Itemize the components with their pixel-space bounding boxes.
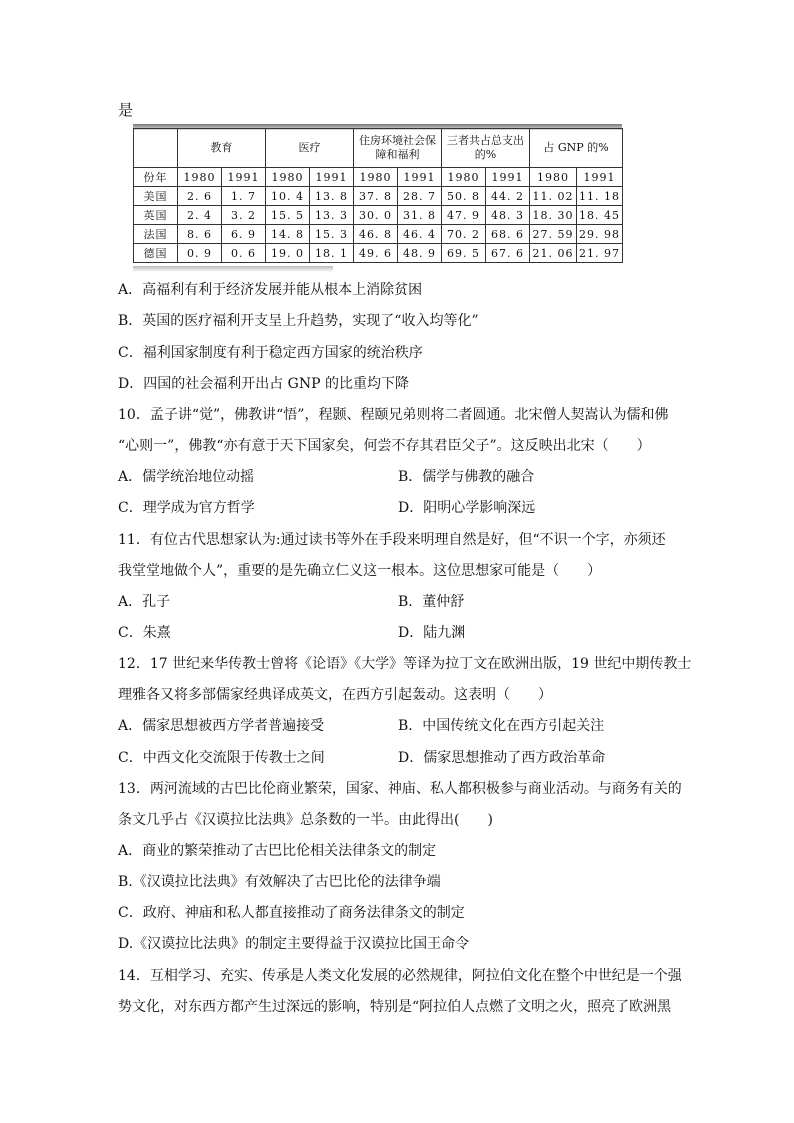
table-row [134, 225, 623, 244]
value-cell: 37. 8 [354, 187, 398, 206]
value-cell: 27. 59 [530, 225, 577, 244]
table-year-row [134, 168, 623, 187]
value-cell: 70. 2 [442, 225, 486, 244]
value-cell: 47. 9 [442, 206, 486, 225]
q13-stem-line1: 13．两河流域的古巴比伦商业繁荣，国家、神庙、私人都积极参与商业活动。与商务有关的 [118, 781, 682, 797]
value-cell: 3. 2 [222, 206, 266, 225]
q10-option-d: D．阳明心学影响深远 [398, 500, 536, 516]
q10-option-c: C．理学成为官方哲学 [118, 500, 255, 516]
q11-option-b: B．董仲舒 [398, 594, 465, 610]
q11-option-a: A．孔子 [118, 594, 171, 610]
table-corner-cell [134, 129, 178, 168]
value-cell: 1. 7 [222, 187, 266, 206]
q13-option-c: C．政府、神庙和私人都直接推动了商务法律条文的制定 [118, 905, 465, 921]
table-row [134, 244, 623, 263]
year-cell: 1980 [266, 168, 310, 187]
table-row [134, 206, 623, 225]
value-cell: 49. 6 [354, 244, 398, 263]
q9-option-a: A．高福利有利于经济发展并能从根本上消除贫困 [118, 282, 423, 298]
value-cell: 2. 4 [178, 206, 222, 225]
value-cell: 69. 5 [442, 244, 486, 263]
table-header-row [134, 129, 623, 168]
value-cell: 18. 45 [577, 206, 623, 225]
q13-option-d: D.《汉谟拉比法典》的制定主要得益于汉谟拉比国王命令 [118, 936, 470, 952]
year-cell: 1980 [442, 168, 486, 187]
value-cell: 8. 6 [178, 225, 222, 244]
q14-stem-line1: 14．互相学习、充实、传承是人类文化发展的必然规律，阿拉伯文化在整个中世纪是一个强 [118, 968, 682, 984]
q10-stem-line1: 10．孟子讲“觉”，佛教讲“悟”，程颢、程颐兄弟则将二者圆通。北宋僧人契嵩认为儒和佛 [118, 407, 669, 423]
q12-stem-line2: 理雅各又将多部儒家经典译成英文，在西方引起轰动。这表明（ ） [118, 687, 552, 703]
year-cell: 1980 [178, 168, 222, 187]
year-cell: 1991 [222, 168, 266, 187]
year-cell: 1991 [310, 168, 354, 187]
year-cell: 1991 [577, 168, 623, 187]
header-housing-welfare: 住房环境社会保障和福利 [354, 129, 442, 168]
value-cell: 18. 30 [530, 206, 577, 225]
value-cell: 48. 3 [486, 206, 530, 225]
q14-stem-line2: 势文化，对东西方都产生过深远的影响，特别是“阿拉伯人点燃了文明之火，照亮了欧洲黑 [118, 999, 672, 1015]
value-cell: 31. 8 [398, 206, 442, 225]
header-medical: 医疗 [266, 129, 354, 168]
header-gnp-share: 占 GNP 的% [530, 129, 623, 168]
value-cell: 46. 8 [354, 225, 398, 244]
value-cell: 18. 1 [310, 244, 354, 263]
q13-option-b: B.《汉谟拉比法典》有效解决了古巴比伦的法律争端 [118, 874, 441, 890]
q12-option-a: A．儒家思想被西方学者普遍接受 [118, 718, 325, 734]
value-cell: 15. 3 [310, 225, 354, 244]
value-cell: 50. 8 [442, 187, 486, 206]
q13-stem-line2: 条文几乎占《汉谟拉比法典》总条数的一半。由此得出( ) [118, 812, 493, 828]
q11-option-d: D．陆九渊 [398, 625, 466, 641]
value-cell: 46. 4 [398, 225, 442, 244]
q12-option-b: B．中国传统文化在西方引起关注 [398, 718, 605, 734]
table-row [134, 187, 623, 206]
value-cell: 48. 9 [398, 244, 442, 263]
value-cell: 28. 7 [398, 187, 442, 206]
header-education: 教育 [178, 129, 266, 168]
value-cell: 2. 6 [178, 187, 222, 206]
q9-option-c: C．福利国家制度有利于稳定西方国家的统治秩序 [118, 345, 423, 361]
cropped-footer-strip [133, 266, 333, 272]
value-cell: 67. 6 [486, 244, 530, 263]
value-cell: 21. 97 [577, 244, 623, 263]
q11-stem-line1: 11．有位古代思想家认为:通过读书等外在手段来明理自然是好，但“不识一个字，亦须还 [118, 532, 666, 548]
year-cell: 1980 [530, 168, 577, 187]
header-three-share: 三者共占总支出的% [442, 129, 530, 168]
year-cell: 1980 [354, 168, 398, 187]
q12-option-c: C．中西文化交流限于传教士之间 [118, 750, 325, 766]
value-cell: 15. 5 [266, 206, 310, 225]
value-cell: 11. 02 [530, 187, 577, 206]
year-cell: 1991 [486, 168, 530, 187]
q10-stem-line2: “心则一”，佛教“亦有意于天下国家矣，何尝不存其君臣父子”。这反映出北宋（ ） [118, 438, 651, 454]
q11-option-c: C．朱熹 [118, 625, 171, 641]
value-cell: 21. 06 [530, 244, 577, 263]
year-label: 份年 [134, 168, 178, 187]
value-cell: 13. 8 [310, 187, 354, 206]
value-cell: 68. 6 [486, 225, 530, 244]
country-cell: 英国 [134, 206, 178, 225]
year-cell: 1991 [398, 168, 442, 187]
value-cell: 44. 2 [486, 187, 530, 206]
q12-option-d: D．儒家思想推动了西方政治革命 [398, 750, 606, 766]
q9-option-d: D．四国的社会福利开出占 GNP 的比重均下降 [118, 376, 409, 392]
lead-text: 是 [118, 101, 134, 119]
country-cell: 美国 [134, 187, 178, 206]
q9-option-b: B．英国的医疗福利开支呈上升趋势，实现了“收入均等化” [118, 313, 479, 329]
value-cell: 13. 3 [310, 206, 354, 225]
q10-option-a: A．儒学统治地位动摇 [118, 469, 255, 485]
country-cell: 法国 [134, 225, 178, 244]
welfare-table [133, 128, 622, 268]
value-cell: 29. 98 [577, 225, 623, 244]
q11-stem-line2: 我堂堂地做个人”，重要的是先确立仁义这一根本。这位思想家可能是（ ） [118, 563, 602, 579]
value-cell: 14. 8 [266, 225, 310, 244]
value-cell: 0. 6 [222, 244, 266, 263]
country-cell: 德国 [134, 244, 178, 263]
value-cell: 6. 9 [222, 225, 266, 244]
q10-option-b: B．儒学与佛教的融合 [398, 469, 535, 485]
value-cell: 19. 0 [266, 244, 310, 263]
value-cell: 0. 9 [178, 244, 222, 263]
q13-option-a: A．商业的繁荣推动了古巴比伦相关法律条文的制定 [118, 843, 437, 859]
value-cell: 30. 0 [354, 206, 398, 225]
q12-stem-line1: 12．17 世纪来华传教士曾将《论语》《大学》等译为拉丁文在欧洲出版，19 世纪中期传教士 [118, 656, 692, 672]
value-cell: 10. 4 [266, 187, 310, 206]
value-cell: 11. 18 [577, 187, 623, 206]
